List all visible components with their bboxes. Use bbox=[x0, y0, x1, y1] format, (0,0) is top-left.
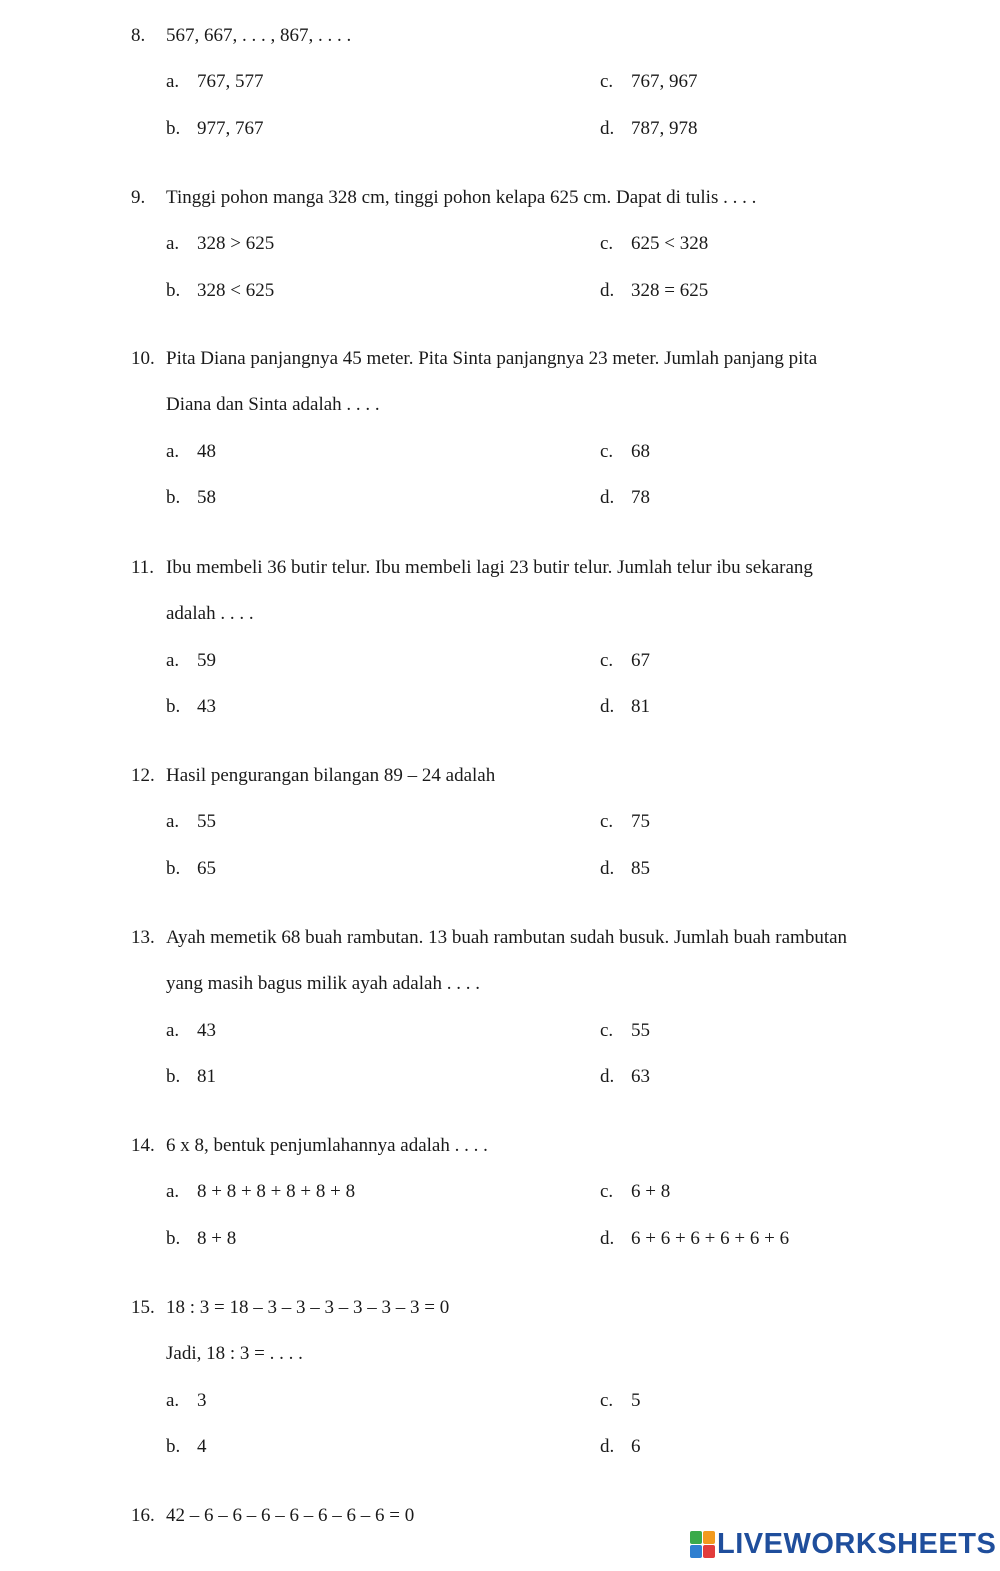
option-a[interactable] bbox=[166, 232, 274, 256]
option-letter: d. bbox=[600, 695, 615, 717]
question-text: 18 : 3 = 18 – 3 – 3 – 3 – 3 – 3 – 3 = 0 bbox=[166, 1297, 450, 1318]
option-b[interactable] bbox=[166, 486, 216, 510]
option-c[interactable] bbox=[600, 810, 650, 834]
option-text: 767, 967 bbox=[631, 71, 698, 93]
option-a[interactable] bbox=[166, 810, 216, 834]
option-text: 787, 978 bbox=[631, 117, 698, 139]
option-a[interactable] bbox=[166, 70, 264, 94]
option-d[interactable] bbox=[600, 1065, 650, 1089]
option-text: 58 bbox=[197, 486, 216, 508]
option-a[interactable] bbox=[166, 1389, 207, 1413]
option-text: 48 bbox=[197, 440, 216, 462]
option-d[interactable] bbox=[600, 695, 650, 719]
option-c[interactable] bbox=[600, 649, 650, 673]
option-letter: b. bbox=[166, 1435, 181, 1457]
option-text: 328 > 625 bbox=[197, 233, 275, 255]
option-c[interactable] bbox=[600, 232, 708, 256]
option-b[interactable] bbox=[166, 857, 216, 881]
option-letter: d. bbox=[600, 1227, 615, 1249]
option-letter: a. bbox=[166, 440, 180, 462]
question-text: 6 x 8, bentuk penjumlahannya adalah . . . . bbox=[166, 1135, 488, 1156]
question-number: 8. bbox=[131, 25, 146, 46]
option-text: 625 < 328 bbox=[631, 233, 709, 255]
option-c[interactable] bbox=[600, 1180, 670, 1204]
option-letter: b. bbox=[166, 279, 181, 301]
option-letter: a. bbox=[166, 649, 180, 671]
question-number: 15. bbox=[131, 1297, 155, 1318]
option-letter: b. bbox=[166, 117, 181, 139]
option-text: 59 bbox=[197, 649, 216, 671]
option-text: 5 bbox=[631, 1389, 641, 1411]
option-letter: a. bbox=[166, 1181, 180, 1203]
option-d[interactable] bbox=[600, 117, 698, 141]
option-text: 55 bbox=[631, 1019, 650, 1041]
question-text: Ayah memetik 68 buah rambutan. 13 buah rambutan sudah busuk. Jumlah buah rambutan bbox=[166, 927, 848, 948]
option-b[interactable] bbox=[166, 695, 216, 719]
question-number: 13. bbox=[131, 927, 155, 948]
option-letter: a. bbox=[166, 233, 180, 255]
option-text: 78 bbox=[631, 486, 650, 508]
option-text: 63 bbox=[631, 1065, 650, 1087]
question-text: Jadi, 18 : 3 = . . . . bbox=[166, 1343, 303, 1365]
option-a[interactable] bbox=[166, 440, 216, 464]
option-text: 977, 767 bbox=[197, 117, 264, 139]
option-d[interactable] bbox=[600, 279, 708, 303]
option-text: 85 bbox=[631, 857, 650, 879]
option-letter: c. bbox=[600, 71, 614, 93]
option-text: 67 bbox=[631, 649, 650, 671]
option-letter: d. bbox=[600, 486, 615, 508]
option-letter: a. bbox=[166, 1019, 180, 1041]
question-text: 567, 667, . . . , 867, . . . . bbox=[166, 25, 352, 46]
option-b[interactable] bbox=[166, 117, 264, 141]
option-text: 328 = 625 bbox=[631, 279, 709, 301]
option-letter: b. bbox=[166, 1065, 181, 1087]
option-text: 6 bbox=[631, 1435, 641, 1457]
option-letter: b. bbox=[166, 695, 181, 717]
option-letter: b. bbox=[166, 1227, 181, 1249]
option-letter: c. bbox=[600, 233, 614, 255]
option-text: 328 < 625 bbox=[197, 279, 275, 301]
option-text: 4 bbox=[197, 1435, 207, 1457]
option-d[interactable] bbox=[600, 1227, 789, 1251]
option-letter: d. bbox=[600, 117, 615, 139]
option-text: 767, 577 bbox=[197, 71, 264, 93]
question-number: 11. bbox=[131, 557, 155, 578]
option-letter: c. bbox=[600, 440, 614, 462]
option-c[interactable] bbox=[600, 1389, 641, 1413]
question-number: 10. bbox=[131, 348, 155, 369]
option-text: 81 bbox=[197, 1065, 216, 1087]
question-number: 16. bbox=[131, 1505, 155, 1526]
option-text: 6 + 8 bbox=[631, 1181, 671, 1203]
option-letter: c. bbox=[600, 811, 614, 833]
option-a[interactable] bbox=[166, 649, 216, 673]
option-text: 68 bbox=[631, 440, 650, 462]
option-letter: b. bbox=[166, 486, 181, 508]
question-text: 42 – 6 – 6 – 6 – 6 – 6 – 6 – 6 = 0 bbox=[166, 1505, 415, 1526]
option-text: 65 bbox=[197, 857, 216, 879]
option-letter: c. bbox=[600, 649, 614, 671]
option-d[interactable] bbox=[600, 857, 650, 881]
option-c[interactable] bbox=[600, 70, 698, 94]
option-a[interactable] bbox=[166, 1019, 216, 1043]
question-text: Tinggi pohon manga 328 cm, tinggi pohon kelapa 625 cm. Dapat di tulis . . . . bbox=[166, 187, 757, 208]
option-letter: d. bbox=[600, 1435, 615, 1457]
option-c[interactable] bbox=[600, 1019, 650, 1043]
question-text: Diana dan Sinta adalah . . . . bbox=[166, 394, 380, 416]
option-d[interactable] bbox=[600, 1435, 641, 1459]
option-a[interactable] bbox=[166, 1180, 355, 1204]
liveworksheets-logo bbox=[690, 1528, 996, 1560]
option-letter: b. bbox=[166, 857, 181, 879]
logo-mark-icon bbox=[690, 1531, 714, 1557]
option-text: 8 + 8 bbox=[197, 1227, 237, 1249]
option-text: 8 + 8 + 8 + 8 + 8 + 8 bbox=[197, 1181, 356, 1203]
option-letter: c. bbox=[600, 1181, 614, 1203]
question-text: yang masih bagus milik ayah adalah . . . . bbox=[166, 973, 480, 995]
logo-text: LIVEWORKSHEETS bbox=[717, 1527, 997, 1560]
option-text: 43 bbox=[197, 1019, 216, 1041]
question-number: 14. bbox=[131, 1135, 155, 1156]
question-text: Ibu membeli 36 butir telur. Ibu membeli lagi 23 butir telur. Jumlah telur ibu sekarang bbox=[166, 557, 813, 578]
option-text: 43 bbox=[197, 695, 216, 717]
option-c[interactable] bbox=[600, 440, 650, 464]
option-d[interactable] bbox=[600, 486, 650, 510]
option-letter: d. bbox=[600, 1065, 615, 1087]
option-b[interactable] bbox=[166, 1065, 216, 1089]
question-text: Pita Diana panjangnya 45 meter. Pita Sinta panjangnya 23 meter. Jumlah panjang pita bbox=[166, 348, 818, 369]
option-b[interactable] bbox=[166, 1435, 207, 1459]
option-b[interactable] bbox=[166, 279, 274, 303]
option-letter: a. bbox=[166, 1389, 180, 1411]
option-text: 55 bbox=[197, 811, 216, 833]
option-b[interactable] bbox=[166, 1227, 236, 1251]
question-text: adalah . . . . bbox=[166, 603, 254, 625]
question-number: 9. bbox=[131, 187, 146, 208]
option-text: 6 + 6 + 6 + 6 + 6 + 6 bbox=[631, 1227, 790, 1249]
option-letter: a. bbox=[166, 811, 180, 833]
option-letter: d. bbox=[600, 279, 615, 301]
question-text: Hasil pengurangan bilangan 89 – 24 adalah bbox=[166, 765, 496, 786]
question-number: 12. bbox=[131, 765, 155, 786]
option-letter: c. bbox=[600, 1019, 614, 1041]
option-letter: c. bbox=[600, 1389, 614, 1411]
option-text: 81 bbox=[631, 695, 650, 717]
option-text: 75 bbox=[631, 811, 650, 833]
option-letter: a. bbox=[166, 71, 180, 93]
option-text: 3 bbox=[197, 1389, 207, 1411]
option-letter: d. bbox=[600, 857, 615, 879]
